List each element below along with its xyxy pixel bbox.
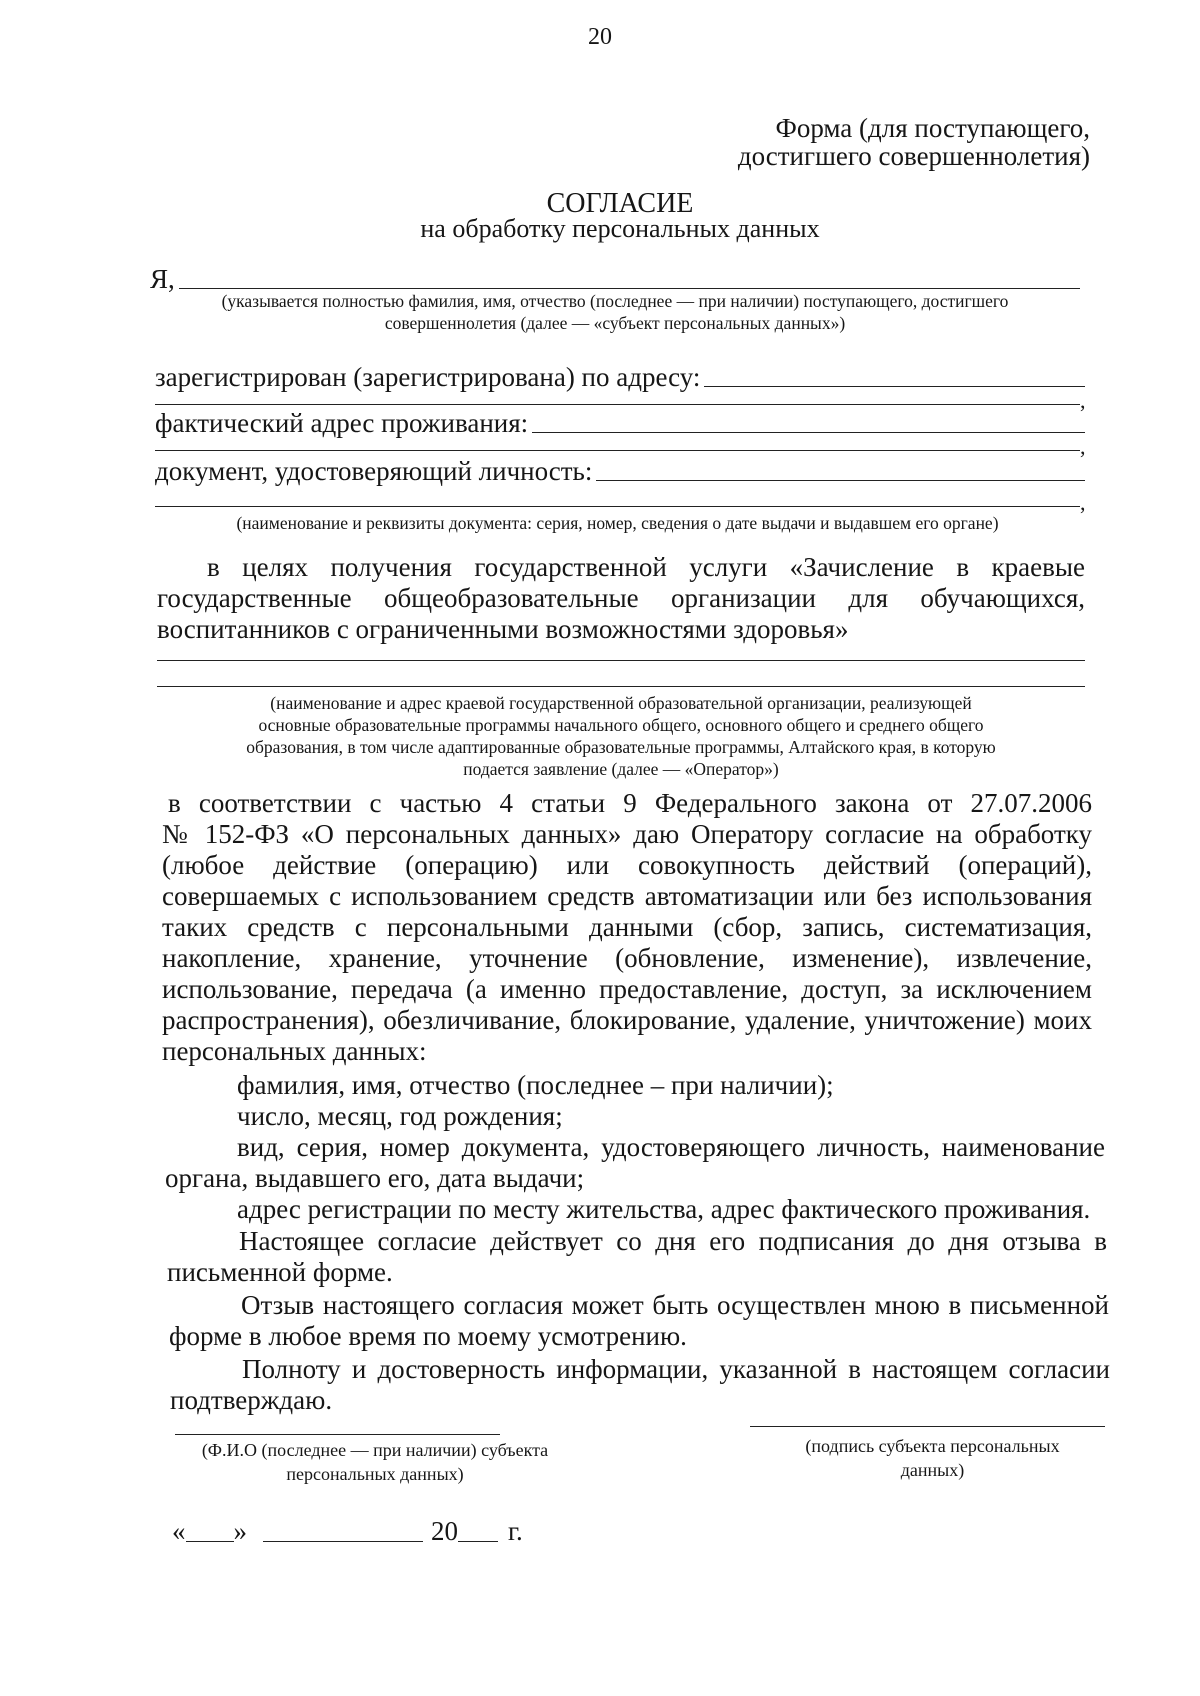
purpose-paragraph [157,552,1085,645]
caption-line: (Ф.И.О (последнее — при наличии) субъекта [201,1440,549,1460]
caption-line: (наименование и адрес краевой государственной образовательной организации, реализующей [270,693,972,713]
confirmation-line: подтверждаю. [170,1385,333,1415]
caption-line: данных) [900,1460,965,1480]
form-note-line: Форма (для поступающего, [775,113,1090,143]
organization-line-1[interactable] [157,660,1085,661]
day-line[interactable] [186,1541,234,1542]
signature-caption [760,1434,1105,1482]
list-item: адрес регистрации по месту жительства, адрес фактического проживания. [237,1194,1091,1224]
month-line[interactable] [263,1541,423,1542]
validity-line: Настоящее согласие действует со дня его подписания до дня отзыва в [239,1226,1107,1256]
date-open-quote: « [172,1516,186,1546]
organization-caption [157,692,1085,780]
fio-signature-caption [165,1438,585,1486]
i-label: Я, [150,264,175,294]
consent-line: совершаемых с использованием средств автоматизации или без использования [162,881,1092,911]
revocation-line: форме в любое время по моему усмотрению. [169,1321,687,1351]
date-close-quote: » [233,1516,247,1546]
caption-line: основные образовательные программы начального общего, основного общего и среднего общего [258,715,984,735]
document-subtitle: на обработку персональных данных [420,214,820,243]
list-item: органа, выдавшего его, дата выдачи; [165,1163,585,1193]
signature-line[interactable] [750,1426,1105,1427]
list-item: вид, серия, номер документа, удостоверяющего личность, наименование [237,1132,1105,1162]
comma-mark: , [1080,490,1086,515]
registration-line-2[interactable] [155,404,1080,405]
revocation-line: Отзыв настоящего согласия может быть осуществлен мною в письменной [241,1290,1109,1320]
consent-line: (любое действие (операцию) или совокупность действий (операций), [162,850,1092,880]
list-item: число, месяц, год рождения; [237,1101,563,1131]
identity-document-caption: (наименование и реквизиты документа: серия, номер, сведения о дате выдачи и выдавшем его органе) [236,513,999,533]
actual-address-line-2[interactable] [155,450,1080,451]
consent-line: таких средств с персональными данными (сбор, запись, систематизация, [162,912,1092,942]
fio-line[interactable] [179,288,1080,289]
consent-line: распространения), обезличивание, блокирование, удаление, уничтожение) моих [162,1005,1092,1035]
consent-line: № 152-ФЗ «О персональных данных» даю Оператору согласие на обработку [162,819,1092,849]
validity-line: письменной форме. [167,1257,393,1287]
date-year-prefix: 20 [431,1516,458,1546]
date-field[interactable] [172,1516,523,1547]
caption-line: образования, в том числе адаптированные образовательные программы, Алтайского края, в которую [246,737,996,757]
consent-line: использование, передача (а именно предоставление, доступ, за исключением [162,974,1092,1004]
revocation-paragraph [169,1290,1109,1352]
fio-caption [150,290,1080,334]
organization-line-2[interactable] [157,686,1085,687]
purpose-line: в целях получения государственной услуги «Зачисление в краевые [207,552,1085,582]
caption-line: подается заявление (далее — «Оператор») [463,759,779,779]
actual-address-line[interactable] [532,432,1085,433]
comma-mark: , [1080,388,1086,413]
caption-line: (подпись субъекта персональных [805,1436,1060,1456]
purpose-line: воспитанников с ограниченными возможностями здоровья» [157,614,849,644]
confirmation-paragraph [170,1354,1110,1416]
year-line[interactable] [458,1541,498,1542]
purpose-line: государственные общеобразовательные организации для обучающихся, [157,583,1085,613]
identity-document-label: документ, удостоверяющий личность: [155,456,593,486]
form-note-line: достигшего совершеннолетия) [737,141,1090,171]
registration-address-field[interactable] [155,362,1085,393]
consent-line: персональных данных: [162,1036,427,1066]
actual-address-label: фактический адрес проживания: [155,408,529,438]
registration-label: зарегистрирован (зарегистрирована) по адресу: [155,362,701,392]
comma-mark: , [1080,434,1086,459]
form-note [738,114,1090,170]
consent-line: в соответствии с частью 4 статьи 9 Федерального закона от 27.07.2006 [168,788,1092,818]
document-title: СОГЛАСИЕ [546,188,694,219]
identity-document-line-2[interactable] [155,506,1080,507]
confirmation-line: Полноту и достоверность информации, указанной в настоящем согласии [242,1354,1110,1384]
fio-signature-line[interactable] [175,1434,500,1435]
caption-line: (указывается полностью фамилия, имя, отчество (последнее — при наличии) поступающего, достигшего [221,291,1009,311]
consent-paragraph [162,788,1092,1067]
validity-paragraph [167,1226,1107,1288]
consent-line: накопление, хранение, уточнение (обновление, изменение), извлечение, [162,943,1092,973]
page-number: 20 [588,24,612,50]
list-item: фамилия, имя, отчество (последнее – при наличии); [237,1070,834,1100]
identity-document-field[interactable] [155,456,1085,487]
personal-data-list [165,1070,1105,1225]
caption-line: совершеннолетия (далее — «субъект персональных данных») [384,313,846,333]
date-year-suffix: г. [508,1516,523,1546]
identity-document-line[interactable] [596,480,1085,481]
registration-line[interactable] [704,386,1085,387]
caption-line: персональных данных) [286,1464,464,1484]
actual-address-field[interactable] [155,408,1085,439]
